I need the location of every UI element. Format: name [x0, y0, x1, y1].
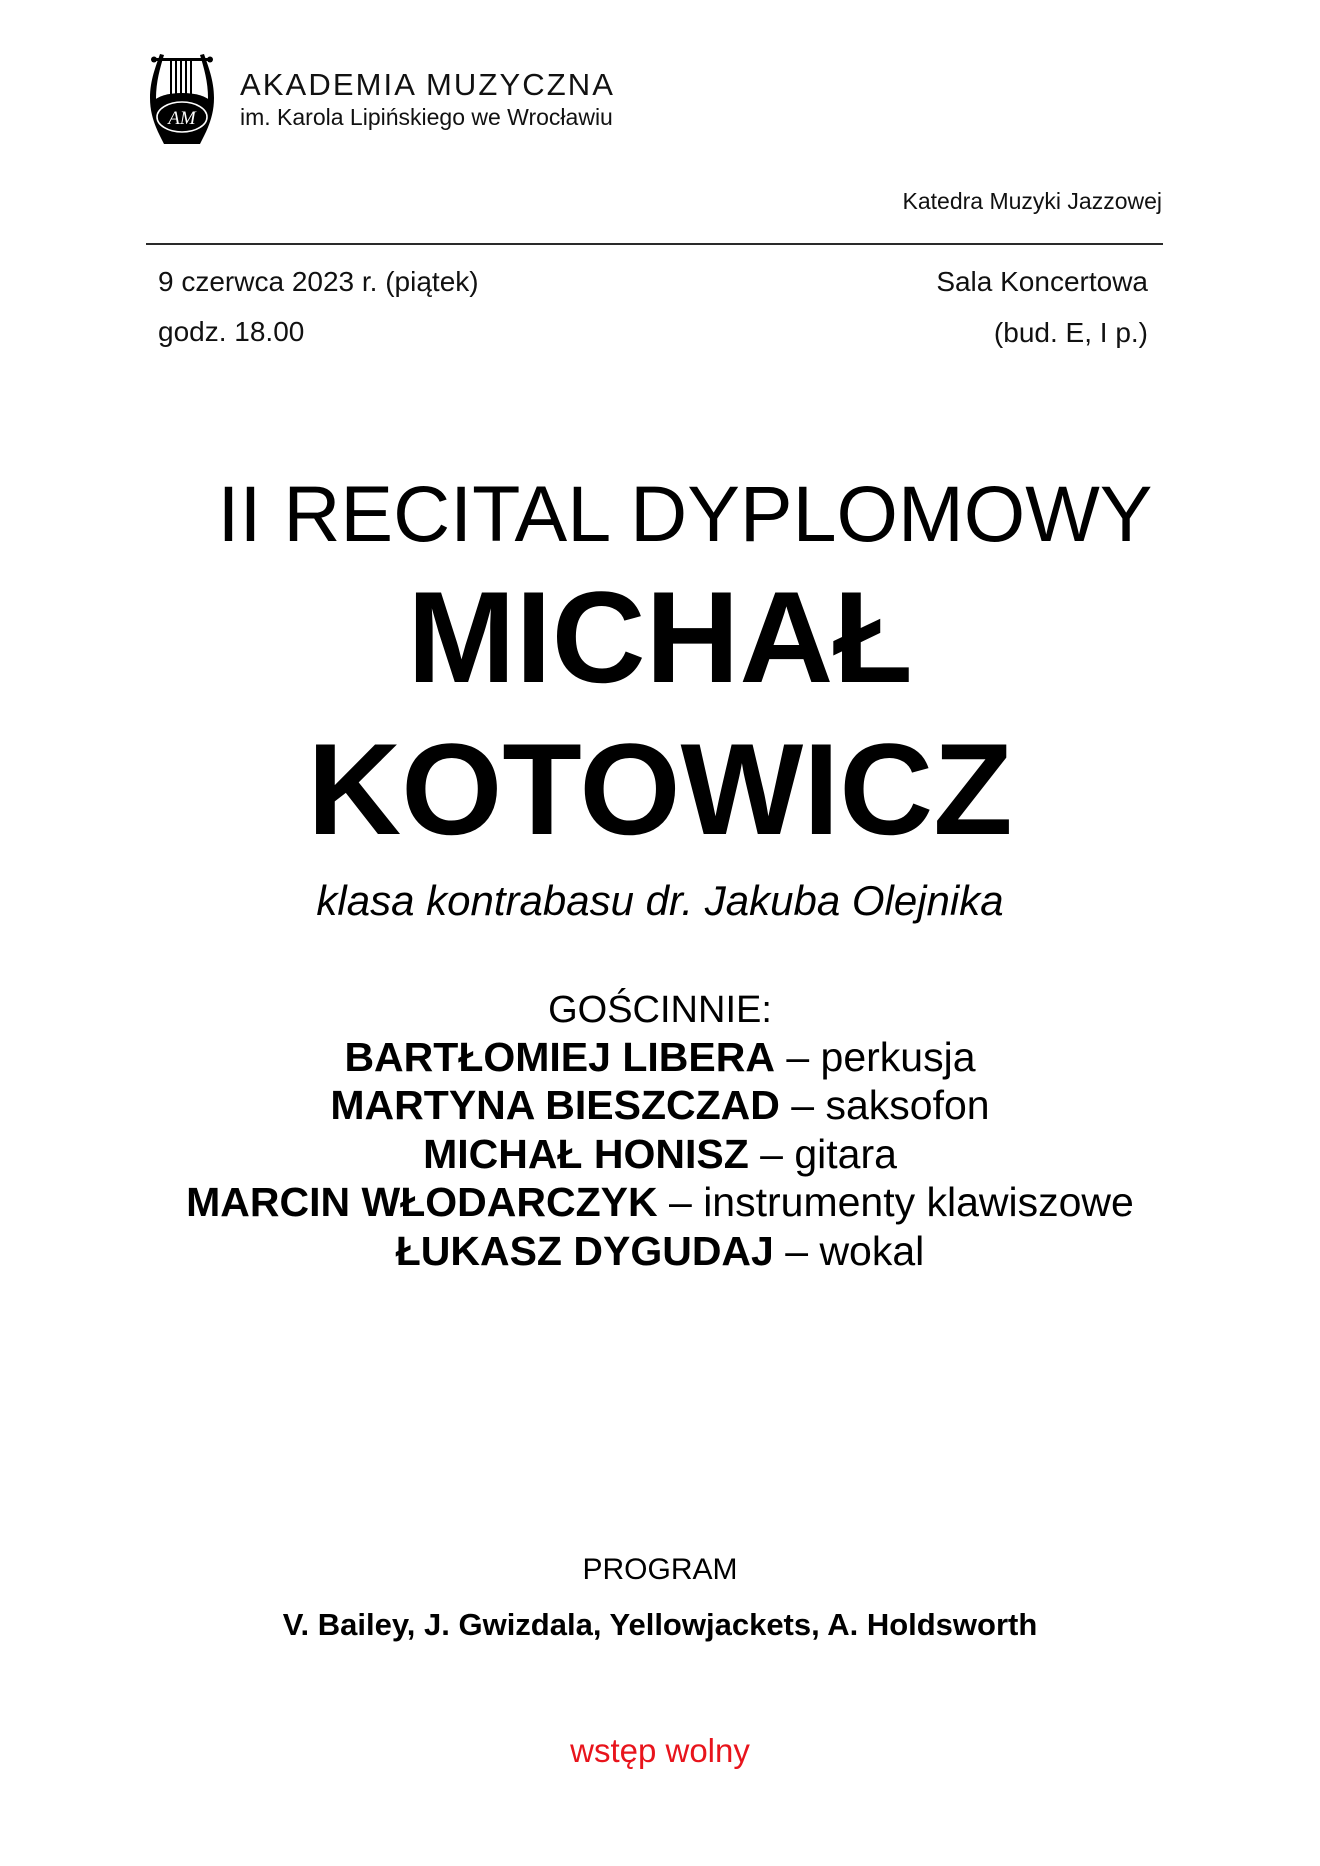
event-date: 9 czerwca 2023 r. (piątek): [158, 266, 479, 297]
guests-heading: GOŚCINNIE:: [548, 989, 772, 1031]
department-label: Katedra Muzyki Jazzowej: [902, 187, 1162, 214]
guest-instrument: wokal: [819, 1227, 925, 1274]
guest-item: [0, 1130, 1320, 1179]
guest-separator: –: [774, 1033, 821, 1080]
guest-item: [0, 1178, 1320, 1227]
recital-title: II RECITAL DYPLOMOWY: [217, 469, 1153, 558]
lyre-logo-icon: [146, 46, 218, 146]
guest-separator: –: [748, 1130, 795, 1177]
guest-name: MARTYNA BIESZCZAD: [330, 1082, 780, 1128]
venue-name: Sala Koncertowa: [936, 266, 1148, 297]
guest-name: ŁUKASZ DYGUDAJ: [395, 1227, 774, 1274]
guest-separator: –: [657, 1179, 704, 1225]
event-time: godz. 18.00: [158, 316, 305, 347]
guest-list: [0, 1033, 1320, 1276]
guest-instrument: perkusja: [820, 1033, 976, 1080]
program-composers: V. Bailey, J. Gwizdala, Yellowjackets, A. Holdsworth: [282, 1607, 1038, 1642]
admission-note: wstęp wolny: [570, 1732, 750, 1769]
guest-instrument: instrumenty klawiszowe: [703, 1179, 1134, 1225]
performer-first-name: MICHAŁ: [407, 564, 913, 710]
performer-class: klasa kontrabasu dr. Jakuba Olejnika: [316, 877, 1004, 924]
guest-item: [0, 1227, 1320, 1276]
svg-text:AM: AM: [168, 108, 196, 129]
academy-name: AKADEMIA MUZYCZNA: [240, 67, 616, 102]
guest-name: MICHAŁ HONISZ: [423, 1130, 749, 1177]
guest-separator: –: [779, 1082, 826, 1128]
guest-instrument: gitara: [794, 1130, 897, 1177]
guest-name: MARCIN WŁODARCZYK: [186, 1179, 658, 1225]
guest-item: [0, 1081, 1320, 1130]
guest-item: [0, 1033, 1320, 1082]
venue-detail: (bud. E, I p.): [993, 317, 1148, 348]
header-divider: [146, 243, 1163, 245]
academy-subtitle: im. Karola Lipińskiego we Wrocławiu: [240, 103, 613, 130]
guest-separator: –: [773, 1227, 820, 1274]
guest-instrument: saksofon: [825, 1082, 990, 1128]
performer-last-name: KOTOWICZ: [307, 716, 1013, 862]
program-heading: PROGRAM: [582, 1553, 738, 1586]
guest-name: BARTŁOMIEJ LIBERA: [344, 1033, 775, 1080]
